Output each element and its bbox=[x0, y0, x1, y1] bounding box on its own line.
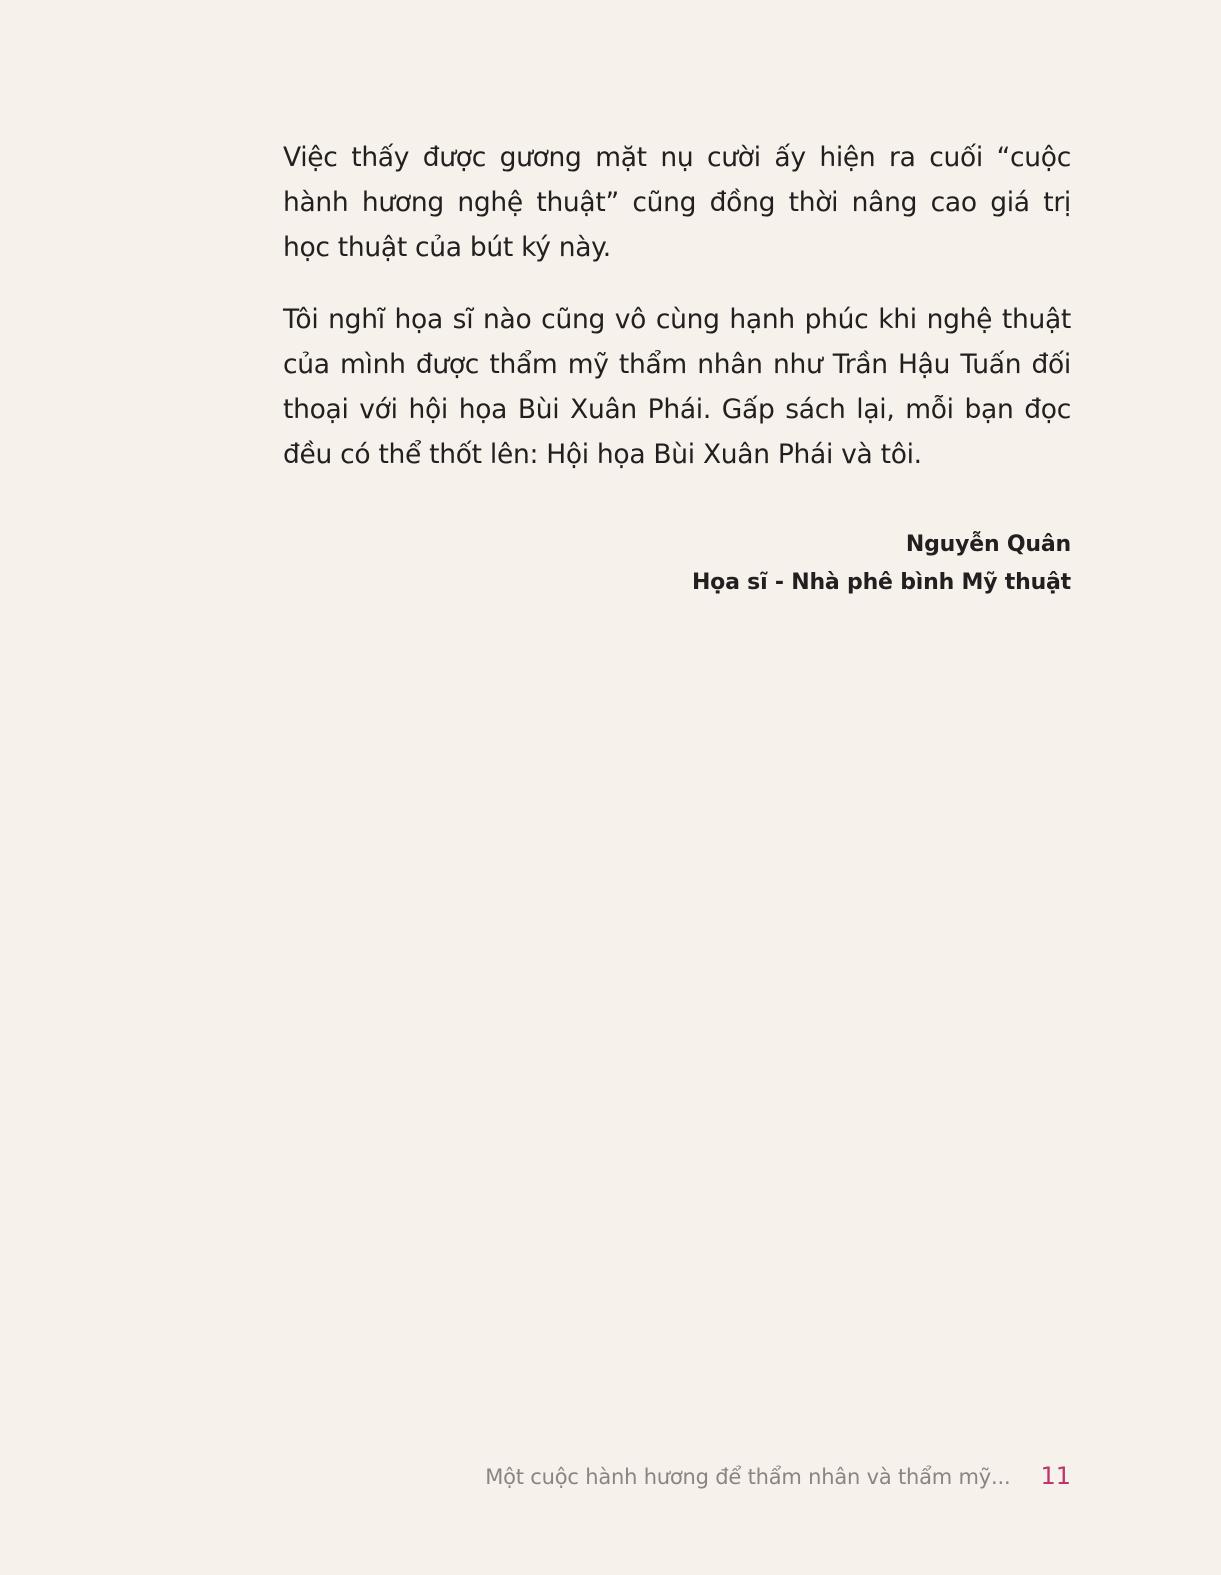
paragraph-1: Việc thấy được gương mặt nụ cười ấy hiện ra cuối “cuộc hành hương nghệ thuật” cũng đồng thời nâng cao giá trị học thuật của bút ký này. bbox=[283, 142, 1071, 263]
page-footer bbox=[485, 1462, 1071, 1490]
author-title: Họa sĩ - Nhà phê bình Mỹ thuật bbox=[691, 570, 1071, 595]
running-head: Một cuộc hành hương để thẩm nhân và thẩm mỹ... bbox=[485, 1465, 1011, 1489]
paragraph-2: Tôi nghĩ họa sĩ nào cũng vô cùng hạnh phúc khi nghệ thuật của mình được thẩm mỹ thẩm nhân như Trần Hậu Tuấn đối thoại với hội họa Bùi Xuân Phái. Gấp sách lại, mỗi bạn đọc đều có thể thốt lên: Hội họa Bùi Xuân Phái và tôi. bbox=[283, 304, 1071, 470]
author-name: Nguyễn Quân bbox=[905, 532, 1071, 557]
body-text bbox=[283, 135, 1071, 504]
page-number: 11 bbox=[1040, 1462, 1071, 1490]
author-signature bbox=[692, 526, 1071, 602]
